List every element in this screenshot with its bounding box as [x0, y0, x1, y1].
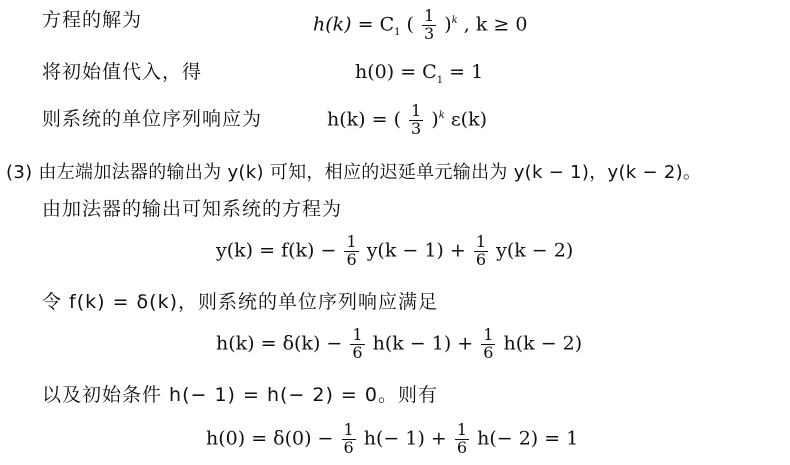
line-unit-response	[42, 110, 262, 129]
line-solution	[42, 11, 142, 30]
eq-part-a: y(k) = f(k) −	[216, 239, 337, 262]
eq-tail: = 1	[449, 61, 484, 83]
eq-part-c: y(k − 2)	[496, 239, 574, 262]
paren-open: (	[406, 13, 414, 36]
system-eq-intro: 由加法器的输出可知系统的方程为	[42, 198, 343, 220]
eq-part-b: y(k − 1) +	[366, 239, 466, 262]
line-substitution	[42, 63, 202, 82]
equation-difference	[216, 234, 573, 269]
paren-close: )	[431, 108, 439, 131]
frac-den: 6	[483, 342, 494, 362]
eq-tail: , k ≥ 0	[463, 13, 528, 36]
eq-rhs: = C	[357, 13, 395, 36]
solution-label: 方程的解为	[42, 9, 143, 31]
frac-num: 1	[456, 420, 468, 439]
frac-den: 6	[456, 437, 468, 457]
line-let-f	[42, 293, 438, 312]
fraction-one-sixth	[474, 234, 488, 269]
line-initial-conditions	[42, 386, 438, 405]
equation-substitution	[355, 63, 483, 86]
fraction-one-third	[422, 8, 436, 43]
part-3-text: (3) 由左端加法器的输出为 y(k) 可知，相应的迟延单元输出为 y(k − 1)，y(k − 2)。	[6, 162, 702, 183]
fraction-one-sixth	[350, 327, 364, 362]
equation-solution	[313, 8, 527, 43]
fraction-one-sixth	[455, 422, 469, 457]
eq-part-b: h(− 1) +	[363, 427, 447, 450]
initial-conditions-text: 以及初始条件 h(− 1) = h(− 2) = 0。则有	[42, 384, 438, 406]
unit-response-label: 则系统的单位序列响应为	[42, 108, 263, 130]
eq-main: h(0) = C	[355, 61, 437, 83]
frac-den: 6	[346, 249, 357, 269]
eq-part-b: h(k − 1) +	[372, 332, 474, 355]
frac-den: 3	[424, 23, 435, 43]
eq-sup: k	[438, 109, 445, 121]
eq-part-a: h(0) = δ(0) −	[206, 427, 334, 450]
line-part-3	[6, 163, 701, 182]
fraction-one-third	[409, 103, 423, 138]
frac-num: 1	[346, 232, 357, 251]
fraction-one-sixth	[344, 234, 358, 269]
equation-impulse-response	[216, 327, 582, 362]
frac-den: 3	[411, 118, 422, 138]
frac-num: 1	[352, 325, 363, 344]
frac-num: 1	[475, 232, 487, 251]
eq-part-a: h(k) = δ(k) −	[216, 332, 343, 355]
equation-unit-response	[327, 103, 487, 138]
frac-den: 6	[343, 437, 354, 457]
frac-num: 1	[343, 420, 354, 439]
let-f-text: 令 f(k) = δ(k)，则系统的单位序列响应满足	[42, 291, 439, 313]
eq-part-c: h(k − 2)	[503, 332, 583, 355]
eq-lhs: h(k)	[313, 13, 352, 36]
line-system-eq-intro	[42, 200, 342, 219]
eq-part-c: h(− 2) = 1	[477, 427, 579, 450]
eq-sub: 1	[436, 74, 444, 86]
eq-lhs: h(k) = (	[327, 108, 401, 131]
frac-den: 6	[475, 249, 487, 269]
frac-num: 1	[411, 101, 422, 120]
eq-sub: 1	[394, 27, 401, 39]
equation-h0	[206, 422, 578, 457]
paren-close: )	[444, 13, 452, 36]
fraction-one-sixth	[481, 327, 495, 362]
eq-tail: ε(k)	[450, 108, 487, 131]
eq-sup: k	[451, 14, 458, 26]
frac-num: 1	[424, 6, 435, 25]
frac-num: 1	[483, 325, 494, 344]
frac-den: 6	[352, 342, 363, 362]
fraction-one-sixth	[342, 422, 356, 457]
substitution-label: 将初始值代入，得	[42, 61, 203, 83]
